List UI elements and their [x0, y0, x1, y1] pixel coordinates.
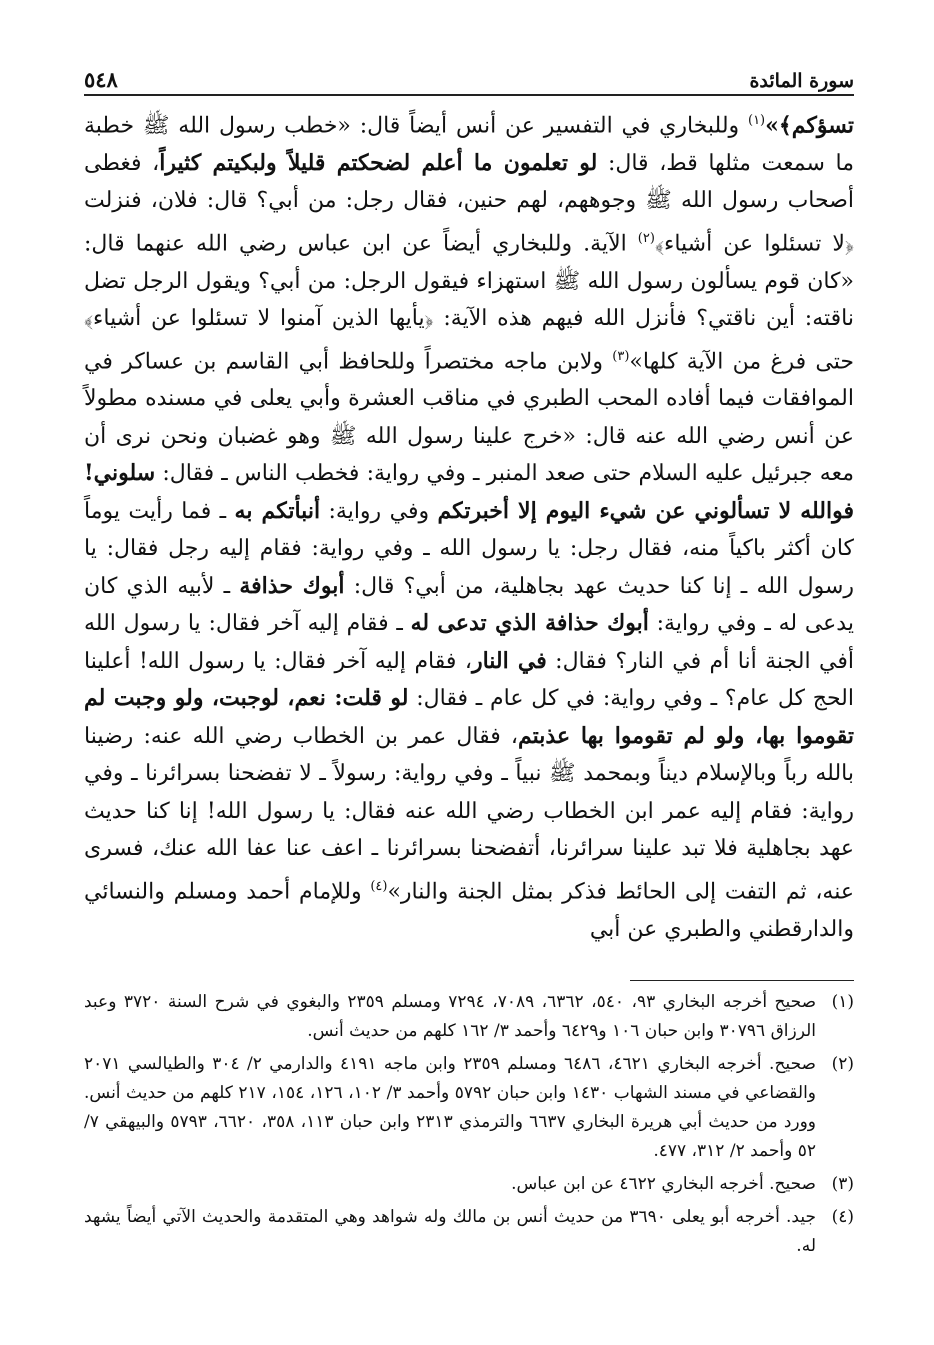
surah-title: سورة المائدة — [749, 70, 854, 92]
footnote-text: صحيح أخرجه البخاري ٩٣، ٥٤٠، ٦٣٦٢، ٧٠٨٩، ٧٢٩٤ ومسلم ٢٣٥٩ والبغوي في شرح السنة ٣٧٢٠ وعبد الرزاق ٣٠٧٩٦ وابن حبان ١٠٦ و٦٤٢٩ وأحمد ٣/ ١٦٢ كلهم من حديث أنس. — [84, 992, 817, 1041]
text-segment: ، فقال عمر بن الخطاب رضي الله عنه: رضينا بالله رباً وبالإسلام ديناً وبمحمد ﷺ نبياً ـ وفي رواية: رسولاً ـ لا تفضحنا بسرائرنا ـ وفي رواية: فقام إليه عمر ابن الخطاب رضي الله عنه فقال: يا رسول الله! إنا كنا حديث عهد بجاهلية فلا تبد علينا سرائرنا، أتفضحنا بسرائرنا ـ اعف عنا عفا الله عنك، فسرى عنه، ثم التفت إلى الحائط فذكر بمثل الجنة والنار» — [84, 723, 854, 905]
hadith-emphasis: أبوك حذافة — [239, 572, 345, 599]
footnote-ref: (٤) — [370, 878, 388, 894]
footnote-text: جيد. أخرجه أبو يعلى ٣٦٩٠ من حديث أنس بن مالك وله شواهد وهي المتقدمة والحديث الآتي أيضاً يشهد له. — [84, 1207, 816, 1256]
footnote — [84, 1050, 854, 1166]
hadith-emphasis: في النار — [471, 647, 547, 674]
text-segment: وفي رواية: — [320, 498, 438, 524]
footnote-ref: (٣) — [612, 348, 630, 364]
footnote-number: (٣) — [831, 1174, 854, 1194]
footnote — [84, 988, 854, 1046]
text-segment: ـ فما رأيت يوماً كان أكثر باكياً منه، فقال رجل: يا رسول الله ـ وفي رواية: فقام إليه رجل فقال: يا رسول الله ـ إنا كنا حديث عهد بجاهلية، من أبي؟ قال: — [84, 498, 854, 599]
footnote — [84, 1203, 854, 1261]
footnote-ref: (٢) — [637, 230, 655, 246]
page-number: ٥٤٨ — [84, 67, 118, 92]
footnote-text: صحيح. أخرجه البخاري ٤٦٢٢ عن ابن عباس. — [511, 1174, 816, 1194]
header-divider — [84, 94, 854, 96]
page-header — [84, 58, 854, 92]
main-text — [84, 102, 854, 948]
footnote-text: صحيح. أخرجه البخاري ٤٦٢١، ٦٤٨٦ ومسلم ٢٣٥٩ وابن ماجه ٤١٩١ والدارمي ٢/ ٣٠٤ والطيالسي ٢٠٧١ والقضاعي في مسند الشهاب ١٤٣٠ وابن حبان ٥٧٩٢ وأحمد ٣/ ١٠٢، ١٢٦، ١٥٤، ٢١٧ كلهم من حديث أنس. وورد من حديث أبي هريرة البخاري ٦٦٣٧ والترمذي ٢٣١٣ وابن حبان ١١٣، ٣٥٨، ٦٦٢٠، ٥٧٩٣ والبيهقي ٧/ ٥٢ وأحمد ٢/ ٣١٢، ٤٧٧. — [84, 1054, 817, 1161]
text-segment: ولابن ماجه مختصراً وللحافظ أبي القاسم بن عساكر في الموافقات فيما أفاده المحب الطبري في مناقب العشرة وأبي يعلى في مسنده مطولاً عن أنس رضي الله عنه قال: «خرج علينا رسول الله ﷺ وهو غضبان ونحن نرى أن معه جبرئيل عليه السلام حتى صعد المنبر ـ وفي رواية: فخطب الناس ـ فقال: — [84, 348, 854, 487]
text-segment: وللإمام أحمد ومسلم والنسائي والدارقطني والطبري عن أبي — [84, 879, 854, 942]
footnote-number: (٢) — [831, 1054, 854, 1074]
hadith-emphasis: أبوك حذافة الذي تدعى له — [410, 610, 649, 637]
text-segment: ـ فقام إليه آخر فقال: يا رسول الله أفي الجنة أنا أم في النار؟ فقال: — [84, 611, 854, 674]
text-segment: ـ لأبيه الذي كان يدعى له ـ وفي رواية: — [84, 573, 854, 637]
text-segment: ، فقام إليه آخر فقال: يا رسول الله! أعلينا الحج كل عام؟ ـ وفي رواية: في كل عام ـ فقال: — [84, 648, 854, 712]
footnotes — [84, 988, 854, 1265]
text-segment: وللبخاري في التفسير عن أنس أيضاً قال: «خطب رسول الله ﷺ خطبة ما سمعت مثلها قط، قال: — [84, 113, 855, 176]
footnote-number: (٤) — [831, 1207, 854, 1227]
hadith-emphasis: سلوني! فوالله لا تسألوني عن شيء اليوم إلا أخبرتكم — [84, 460, 854, 524]
footnote-ref: (١) — [747, 113, 766, 128]
hadith-emphasis: لو تعلمون ما أعلم لضحكتم قليلاً ولبكيتم كثيراً — [159, 149, 598, 176]
footnote-number: (١) — [831, 992, 854, 1012]
text-segment: تسؤكم﴾» — [765, 112, 854, 139]
footnote — [84, 1170, 854, 1199]
text-segment: ، فغطى أصحاب رسول الله ﷺ وجوههم، لهم حنين، فقال رجل: من أبي؟ قال: فلان، فنزلت ﴿لا تسئلوا عن أشياء﴾ — [84, 150, 854, 257]
text-segment: الآية. وللبخاري أيضاً عن ابن عباس رضي الله عنهما قال: «كان قوم يسألون رسول الله ﷺ استهزاء فيقول الرجل: من أبي؟ ويقول الرجل تضل ناقته: أين ناقتي؟ فأنزل الله فيهم هذه الآية: ﴿يأيها الذين آمنوا لا تسئلوا عن أشياء﴾ حتى فرغ من الآية كلها» — [84, 231, 854, 374]
hadith-emphasis: أنبأتكم به — [234, 497, 321, 524]
footnote-divider — [630, 980, 854, 981]
hadith-emphasis: لو قلت: نعم، لوجبت، ولو وجبت لم تقوموا بها، ولو لم تقوموا بها عذبتم — [84, 685, 854, 749]
